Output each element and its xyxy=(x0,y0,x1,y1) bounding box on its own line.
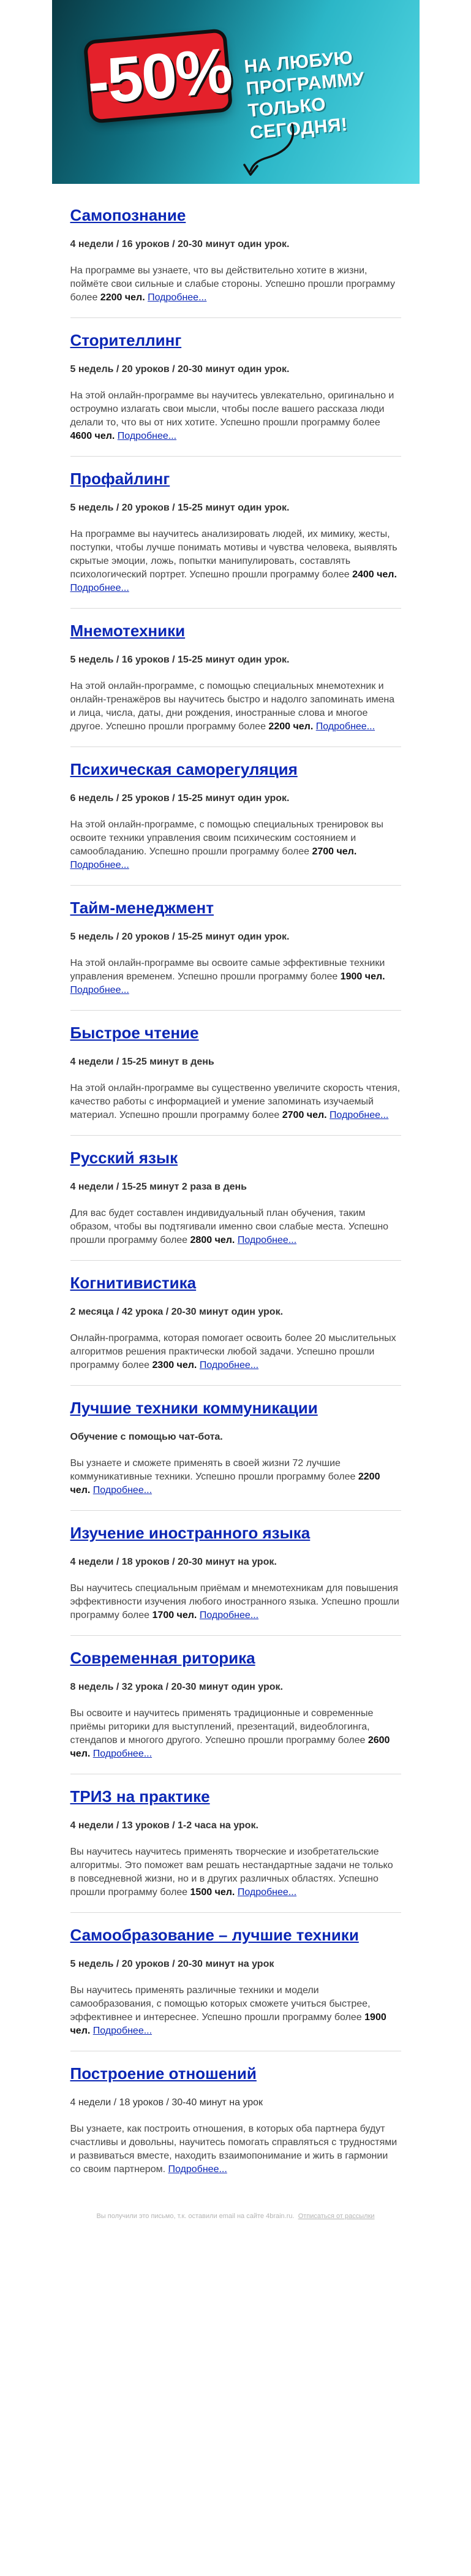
banner-line-3: ТОЛЬКО СЕГОДНЯ! xyxy=(247,94,349,143)
program-description xyxy=(70,957,401,997)
program-description xyxy=(70,1582,401,1622)
program-title-link[interactable]: Мнемотехники xyxy=(70,621,186,640)
program-title-link[interactable]: Современная риторика xyxy=(70,1649,255,1667)
program-more-link[interactable]: Подробнее... xyxy=(92,1749,153,1759)
banner-line-2: ПРОГРАММУ xyxy=(244,69,365,99)
program-description-text: На программе вы научитесь анализировать людей, их мимику, жесты, поступки, чтобы лучше понимать мотивы и чувства человека, выявлять скрытые эмоции, ложь, попытки манипулировать, составлять психологический портрет. Успешно прошли программу более xyxy=(70,529,398,580)
program-more-link[interactable]: Подробнее... xyxy=(330,1110,389,1120)
program-student-count: 1500 чел. xyxy=(190,1887,235,1898)
program-title-link[interactable]: ТРИЗ на практике xyxy=(70,1787,210,1806)
program-student-count: 2300 чел. xyxy=(152,1360,197,1370)
footer-note: Вы получили это письмо, т.к. оставили email на сайте 4brain.ru. xyxy=(96,2213,295,2220)
program-student-count: 2800 чел. xyxy=(190,1235,235,1245)
banner-line-1: НА ЛЮБУЮ xyxy=(243,47,354,77)
program-title-link[interactable]: Построение отношений xyxy=(70,2064,257,2083)
program-item xyxy=(70,747,401,886)
curved-arrow-down-icon xyxy=(224,120,309,181)
program-student-count: 2700 чел. xyxy=(312,846,357,857)
program-meta: 8 недель / 32 урока / 20-30 минут один урок. xyxy=(70,1682,283,1692)
program-meta: 6 недель / 25 уроков / 15-25 минут один урок. xyxy=(70,793,290,804)
program-more-link[interactable]: Подробнее... xyxy=(237,1235,297,1245)
program-title-link[interactable]: Сторителлинг xyxy=(70,331,182,349)
program-description xyxy=(70,1082,401,1122)
program-description-text: Вы освоите и научитесь применять традиционные и современные приёмы риторики для выступлений, презентаций, видеоблогинга, стендапов и многого другого. Успешно прошли программу более xyxy=(70,1708,374,1746)
program-student-count: 2200 чел. xyxy=(268,721,314,732)
program-description xyxy=(70,1984,401,2038)
program-student-count: 1900 чел. xyxy=(70,2012,386,2036)
program-more-link[interactable]: Подробнее... xyxy=(70,583,129,593)
program-title-link[interactable]: Лучшие техники коммуникации xyxy=(70,1399,318,1417)
program-title-link[interactable]: Изучение иностранного языка xyxy=(70,1524,311,1542)
program-more-link[interactable]: Подробнее... xyxy=(92,2026,153,2036)
program-student-count: 2700 чел. xyxy=(282,1110,327,1120)
program-description xyxy=(70,818,401,872)
program-more-link[interactable]: Подробнее... xyxy=(70,985,129,995)
program-item xyxy=(70,1386,401,1511)
program-more-link[interactable]: Подробнее... xyxy=(70,860,129,870)
program-item xyxy=(70,2051,401,2189)
program-item xyxy=(70,1011,401,1136)
program-meta: 5 недель / 20 уроков / 20-30 минут на урок xyxy=(70,1959,274,1969)
program-meta: 4 недели / 16 уроков / 20-30 минут один урок. xyxy=(70,239,290,249)
program-more-link[interactable]: Подробнее... xyxy=(148,292,207,303)
program-more-link[interactable]: Подробнее... xyxy=(237,1887,297,1898)
program-item xyxy=(70,1261,401,1386)
program-meta: 4 недели / 18 уроков / 30-40 минут на урок xyxy=(70,2097,263,2108)
program-student-count: 1900 чел. xyxy=(340,971,385,982)
program-student-count: 2200 чел. xyxy=(100,292,145,303)
program-meta: Обучение с помощью чат-бота. xyxy=(70,1432,223,1442)
program-description-text: Для вас будет составлен индивидуальный план обучения, таким образом, чтобы вы подтягивали именно свои слабые места. Успешно прошли программу более xyxy=(70,1208,389,1245)
program-more-link[interactable]: Подробнее... xyxy=(315,721,375,732)
program-meta: 5 недель / 20 уроков / 15-25 минут один урок. xyxy=(70,932,290,942)
program-more-link[interactable]: Подробнее... xyxy=(199,1610,259,1620)
email-container xyxy=(52,0,420,2220)
program-title-link[interactable]: Самопознание xyxy=(70,206,186,224)
program-description xyxy=(70,528,401,595)
program-description-text: Вы научитесь научитесь применять творческие и изобретательские алгоритмы. Это поможет вам решать нестандартные задачи не только в повседневной жизни, но и в других различных областях. Успешно прошли программу более xyxy=(70,1847,393,1898)
program-description-text: Вы научитесь специальным приёмам и мнемотехникам для повышения эффективности изучения любого иностранного языка. Успешно прошли программу более xyxy=(70,1583,399,1620)
program-meta: 5 недель / 16 уроков / 15-25 минут один урок. xyxy=(70,655,290,665)
program-description-text: Вы узнаете, как построить отношения, в которых оба партнера будут счастливы и довольны, научитесь помогать справляться с трудностями и развиваться вместе, находить взаимопонимание и жить в гармонии со своим партнером. xyxy=(70,2124,398,2175)
program-description-text: Вы научитесь применять различные техники и модели самообразования, с помощью которых сможете учиться быстрее, эффективнее и интереснее. Успешно прошли программу более xyxy=(70,1985,371,2023)
program-student-count: 2200 чел. xyxy=(70,1472,380,1495)
program-description-text: На этой онлайн-программе вы освоите самые эффективные техники управления временем. Успешно прошли программу более xyxy=(70,958,385,982)
program-description xyxy=(70,2122,401,2176)
program-title-link[interactable]: Самообразование – лучшие техники xyxy=(70,1926,359,1944)
program-description xyxy=(70,1332,401,1372)
program-description-text: На этой онлайн-программе, с помощью специальных тренировок вы освоите техники управления своим психическим состоянием и самообладанию. Успешно прошли программу более xyxy=(70,819,383,857)
program-description xyxy=(70,680,401,734)
program-description xyxy=(70,264,401,305)
program-item xyxy=(70,1913,401,2051)
program-item xyxy=(70,886,401,1011)
program-item xyxy=(70,1511,401,1636)
program-item xyxy=(70,193,401,318)
program-description xyxy=(70,1845,401,1899)
program-student-count: 2400 чел. xyxy=(352,569,397,580)
program-description-text: Онлайн-программа, которая помогает освоить более 20 мыслительных алгоритмов решения практически любой задачи. Успешно прошли программу более xyxy=(70,1333,396,1370)
program-description-text: На этой онлайн-программе, с помощью специальных мнемотехник и онлайн-тренажёров вы научитесь быстро и надолго запоминать имена и лица, числа, даты, дни рождения, иностранные слова и многое другое. Успешно прошли программу более xyxy=(70,681,395,732)
program-description-text: На этой онлайн-программе вы существенно увеличите скорость чтения, качество работы с информацией и умение запоминать изучаемый материал. Успешно прошли программу более xyxy=(70,1083,401,1120)
program-description xyxy=(70,1457,401,1497)
program-student-count: 2600 чел. xyxy=(70,1735,390,1759)
program-title-link[interactable]: Быстрое чтение xyxy=(70,1024,199,1042)
program-more-link[interactable]: Подробнее... xyxy=(117,431,177,441)
program-title-link[interactable]: Тайм-менеджмент xyxy=(70,899,214,917)
program-meta: 4 недели / 15-25 минут в день xyxy=(70,1057,214,1067)
program-title-link[interactable]: Профайлинг xyxy=(70,469,170,488)
program-description-text: На программе вы узнаете, что вы действительно хотите в жизни, поймёте свои сильные и слабые стороны. Успешно прошли программу более xyxy=(70,265,395,303)
program-description xyxy=(70,1707,401,1761)
unsubscribe-link[interactable]: Отписаться от рассылки xyxy=(298,2213,375,2220)
program-title-link[interactable]: Психическая саморегуляция xyxy=(70,760,298,778)
program-item xyxy=(70,457,401,609)
program-more-link[interactable]: Подробнее... xyxy=(199,1360,259,1370)
promo-banner[interactable] xyxy=(52,0,420,184)
program-description-text: На этой онлайн-программе вы научитесь увлекательно, оригинально и остроумно излагать свои мысли, чтобы после вашего рассказа люди делали то, что вы от них хотите. Успешно прошли программу более xyxy=(70,390,394,428)
program-description xyxy=(70,389,401,443)
program-student-count: 1700 чел. xyxy=(152,1610,197,1620)
program-description xyxy=(70,1207,401,1247)
program-meta: 5 недель / 20 уроков / 20-30 минут один урок. xyxy=(70,364,290,374)
discount-text: -50% xyxy=(84,34,234,119)
program-meta: 5 недель / 20 уроков / 15-25 минут один урок. xyxy=(70,503,290,513)
program-meta: 2 месяца / 42 урока / 20-30 минут один урок. xyxy=(70,1307,284,1317)
program-list xyxy=(52,184,420,2189)
program-more-link[interactable]: Подробнее... xyxy=(168,2164,227,2175)
program-item xyxy=(70,609,401,747)
program-description-text: Вы узнаете и сможете применять в своей жизни 72 лучшие коммуникативные техники. Успешно прошли программу более xyxy=(70,1458,358,1482)
program-meta: 4 недели / 13 уроков / 1-2 часа на урок. xyxy=(70,1820,258,1831)
email-footer xyxy=(52,2213,420,2220)
program-item xyxy=(70,1136,401,1261)
program-meta: 4 недели / 18 уроков / 20-30 минут на урок. xyxy=(70,1557,277,1567)
program-item xyxy=(70,1774,401,1913)
program-student-count: 4600 чел. xyxy=(70,431,115,441)
program-title-link[interactable]: Когнитивистика xyxy=(70,1274,197,1292)
program-item xyxy=(70,318,401,457)
program-item xyxy=(70,1636,401,1774)
program-meta: 4 недели / 15-25 минут 2 раза в день xyxy=(70,1182,247,1192)
program-title-link[interactable]: Русский язык xyxy=(70,1149,178,1167)
program-more-link[interactable]: Подробнее... xyxy=(92,1485,153,1495)
